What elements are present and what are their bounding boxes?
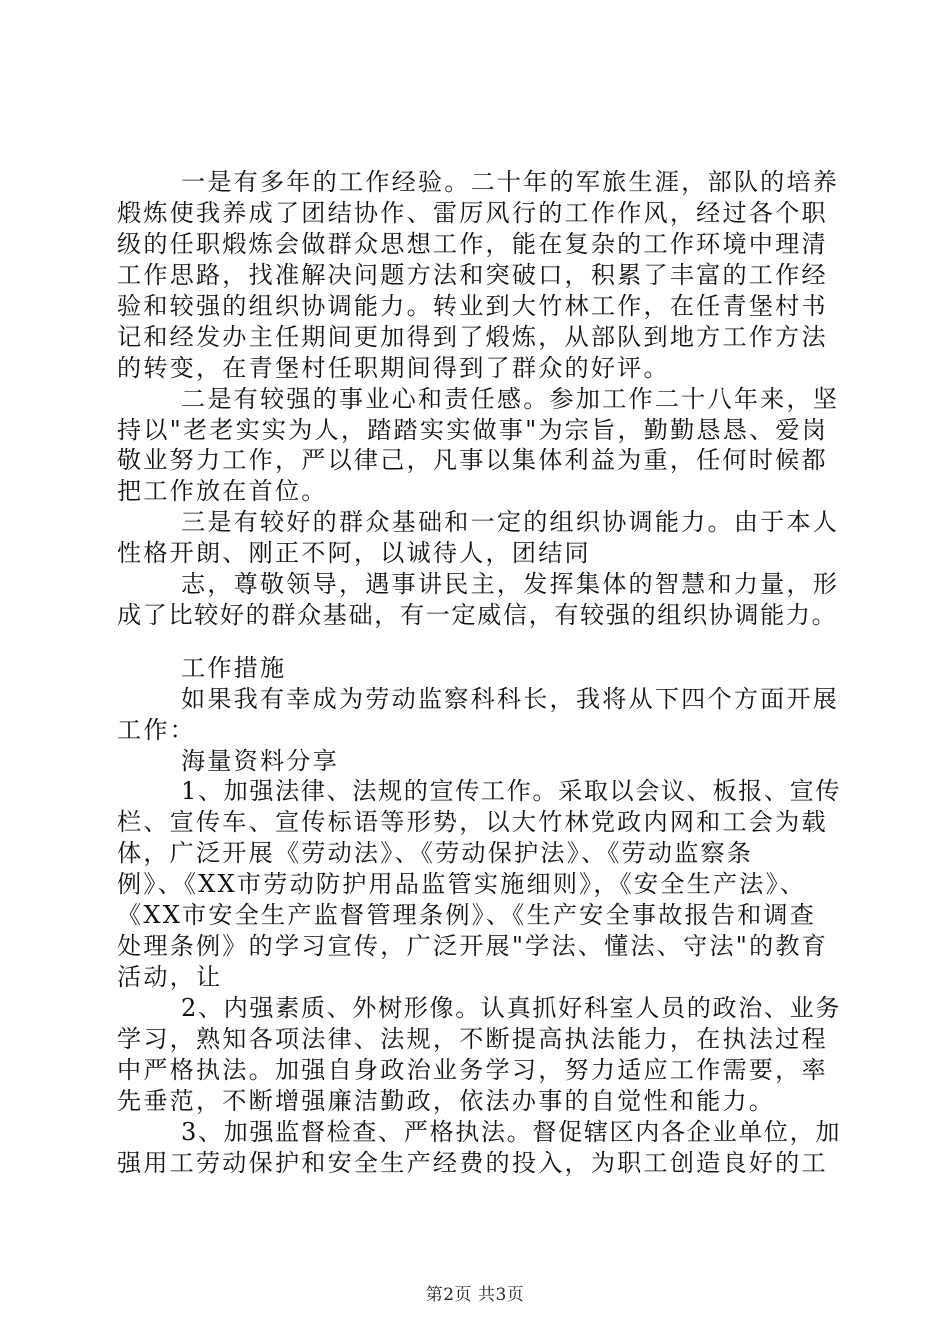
- page-footer: 第2页 共3页: [425, 1285, 525, 1305]
- text-line: 先垂范，不断增强廉洁勤政，依法办事的自觉性和能力。: [117, 1087, 776, 1115]
- text-line: 级的任职煅炼会做群众思想工作，能在复杂的工作环境中理清: [117, 230, 828, 258]
- text-line: 海量资料分享: [181, 747, 339, 775]
- text-line: 验和较强的组织协调能力。转业到大竹林工作，在任青堡村书: [117, 292, 828, 320]
- text-line: 一是有多年的工作经验。二十年的军旅生涯，部队的培养: [181, 168, 840, 196]
- text-line: 栏、宣传车、宣传标语等形势，以大竹林党政内网和工会为载: [117, 808, 828, 836]
- text-line: 处理条例》的学习宣传，广泛开展"学法、懂法、守法"的教育: [117, 932, 829, 960]
- text-line: 如果我有幸成为劳动监察科科长，我将从下四个方面开展: [181, 685, 840, 713]
- text-line: 例》、《XX市劳动防护用品监管实施细则》，《安全生产法》、: [117, 870, 807, 898]
- text-line: 成了比较好的群众基础，有一定威信，有较强的组织协调能力。: [117, 601, 838, 629]
- text-line: 记和经发办主任期间更加得到了煅炼，从部队到地方工作方法: [117, 323, 828, 351]
- text-line: 《XX市安全生产监督管理条例》、《生产安全事故报告和调查: [117, 901, 817, 929]
- text-line: 活动，让: [117, 963, 223, 991]
- section-heading: 工作措施: [181, 654, 287, 682]
- text-line: 3、加强监督检查、严格执法。督促辖区内各企业单位，加: [181, 1118, 842, 1146]
- text-line: 1、加强法律、法规的宣传工作。采取以会议、板报、宣传: [181, 777, 842, 805]
- text-line: 的转变，在青堡村任职期间得到了群众的好评。: [117, 354, 670, 382]
- text-line: 敬业努力工作，严以律己，凡事以集体利益为重，任何时候都: [117, 446, 828, 474]
- text-line: 中严格执法。加强自身政治业务学习，努力适应工作需要，率: [117, 1056, 828, 1084]
- text-line: 性格开朗、刚正不阿，以诚待人，团结同: [117, 539, 591, 567]
- text-line: 三是有较好的群众基础和一定的组织协调能力。由于本人: [181, 508, 840, 536]
- text-line: 学习，熟知各项法律、法规，不断提高执法能力，在执法过程: [117, 1025, 828, 1053]
- text-line: 体，广泛开展《劳动法》、《劳动保护法》、《劳动监察条: [117, 839, 754, 867]
- text-line: 强用工劳动保护和安全生产经费的投入，为职工创造良好的工: [117, 1149, 828, 1177]
- text-line: 2、内强素质、外树形像。认真抓好科室人员的政治、业务: [181, 994, 842, 1022]
- text-line: 持以"老老实实为人，踏踏实实做事"为宗旨，勤勤恳恳、爱岗: [117, 416, 829, 444]
- text-line: 把工作放在首位。: [117, 477, 328, 505]
- text-line: 工作思路，找准解决问题方法和突破口，积累了丰富的工作经: [117, 261, 828, 289]
- text-line: 二是有较强的事业心和责任感。参加工作二十八年来，坚: [181, 385, 840, 413]
- text-line: 工作：: [117, 716, 196, 744]
- text-line: 煅炼使我养成了团结协作、雷厉风行的工作作风，经过各个职: [117, 199, 828, 227]
- text-line: 志，尊敬领导，遇事讲民主，发挥集体的智慧和力量，形: [181, 570, 840, 598]
